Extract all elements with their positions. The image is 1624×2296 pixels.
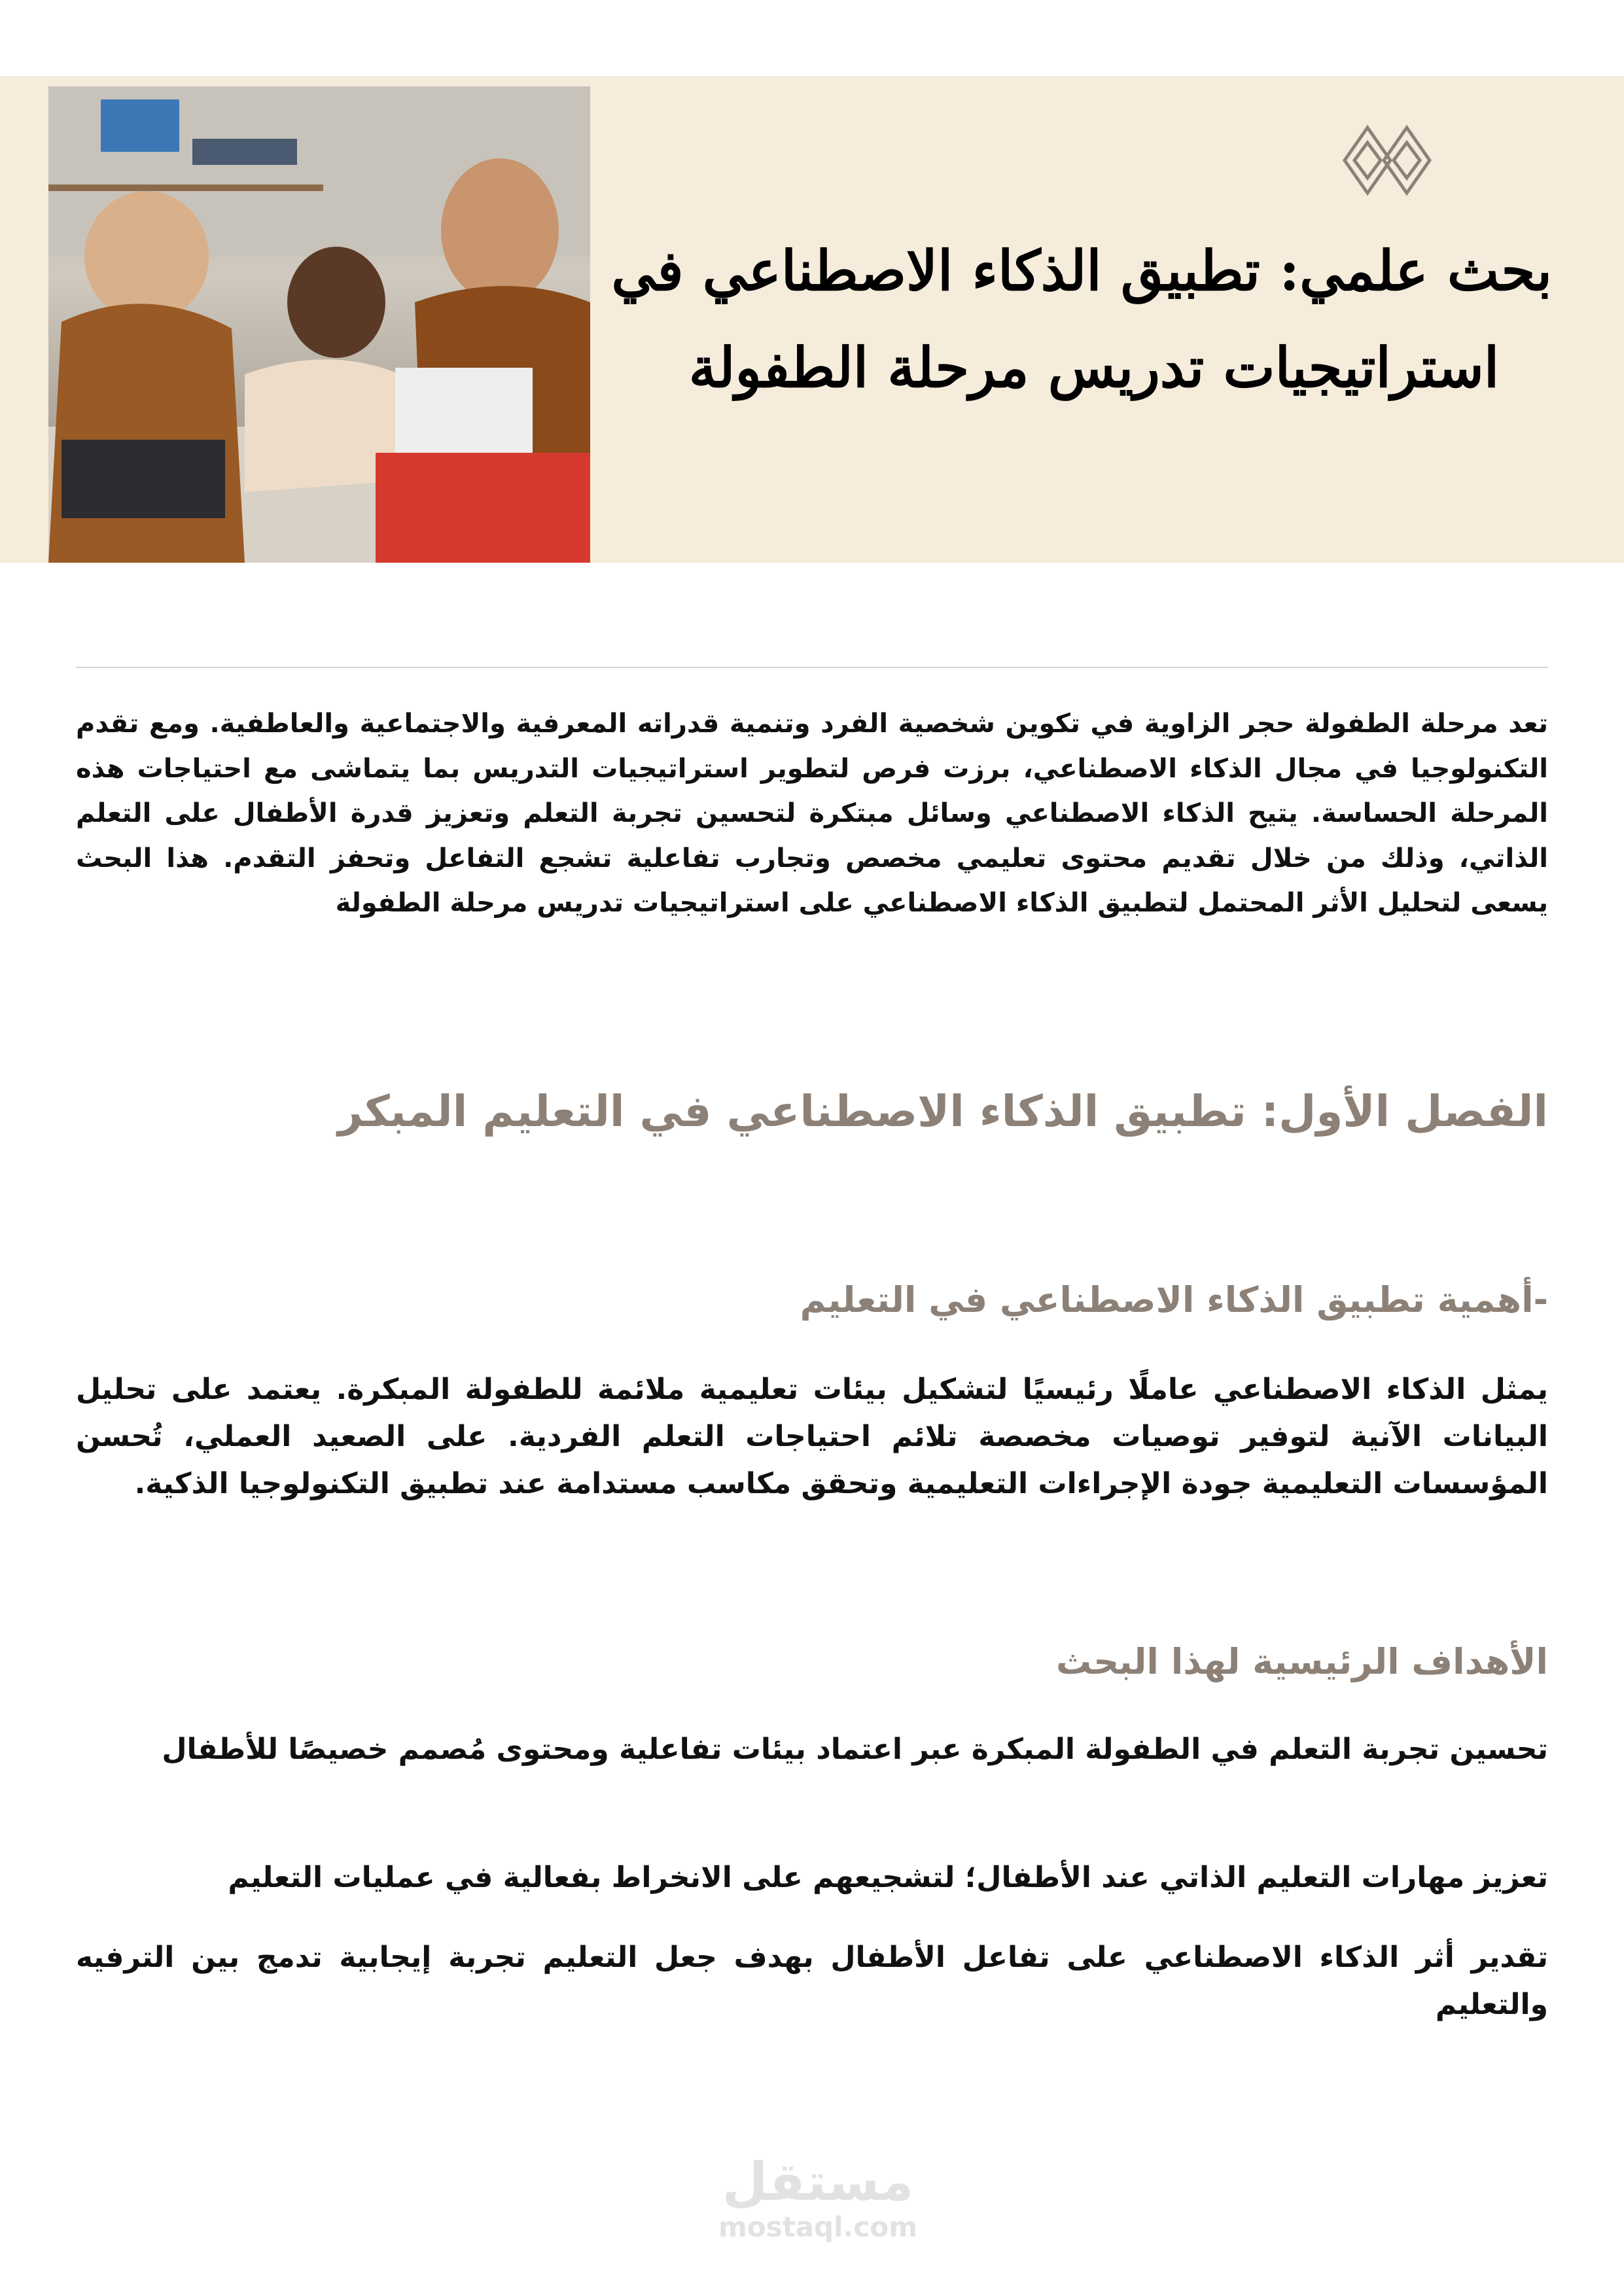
- title-line-2: استراتيجيات تدريس مرحلة الطفولة: [688, 335, 1500, 400]
- interlocking-diamonds-logo-icon: [1341, 124, 1433, 196]
- goal-item: تعزيز مهارات التعليم الذاتي عند الأطفال؛ لتشجيعهم على الانخراط بفعالية في عمليات التعليم: [228, 1861, 1548, 1894]
- section-paragraph: يمثل الذكاء الاصطناعي عاملًا رئيسيًا لتشكيل بيئات تعليمية ملائمة للطفولة المبكرة. يعتمد على تحليل البيانات الآنية لتوفير توصيات مخصصة تلائم احتياجات التعلم الفردية. على الصعيد العملي، تُحسن المؤسسات التعليمية جودة الإجراءات التعليمية وتحقق مكاسب مستدامة عند تطبيق التكنولوجيا الذكية.: [76, 1373, 1548, 1500]
- watermark-arabic: مستقل: [722, 2151, 914, 2212]
- section-subheading: -أهمية تطبيق الذكاء الاصطناعي في التعليم: [800, 1279, 1548, 1320]
- divider: [76, 667, 1548, 668]
- goals-heading: الأهداف الرئيسية لهذا البحث: [1056, 1641, 1548, 1682]
- title-line-1: بحث علمي: تطبيق الذكاء الاصطناعي في: [611, 238, 1552, 303]
- header-photo: [48, 86, 590, 563]
- goal-item: تحسين تجربة التعلم في الطفولة المبكرة عبر اعتماد بيئات تفاعلية ومحتوى مُصمم خصيصًا للأطفال: [162, 1733, 1548, 1766]
- goal-item: تقدير أثر الذكاء الاصطناعي على تفاعل الأطفال بهدف جعل التعليم تجربة إيجابية تدمج بين الترفيه والتعليم: [76, 1941, 1548, 2021]
- chapter-heading: الفصل الأول: تطبيق الذكاء الاصطناعي في التعليم المبكر: [338, 1086, 1548, 1137]
- mostaql-watermark: [713, 2153, 923, 2243]
- watermark-latin: mostaql.com: [718, 2211, 917, 2243]
- document-title: [611, 222, 1552, 416]
- intro-paragraph: تعد مرحلة الطفولة حجر الزاوية في تكوين شخصية الفرد وتنمية قدراته المعرفية والاجتماعية والعاطفية. ومع تقدم التكنولوجيا في مجال الذكاء الاصطناعي، برزت فرص لتطوير استراتيجيات التدريس بما يتماشى مع احتياجات هذه المرحلة الحساسة. يتيح الذكاء الاصطناعي وسائل مبتكرة لتحسين تجربة التعلم وتعزيز قدرة الأطفال على التعلم الذاتي، وذلك من خلال تقديم محتوى تعليمي مخصص وتجارب تفاعلية تشجع التفاعل وتحفز التقدم. هذا البحث يسعى لتحليل الأثر المحتمل لتطبيق الذكاء الاصطناعي على استراتيجيات تدريس مرحلة الطفولة: [76, 709, 1548, 918]
